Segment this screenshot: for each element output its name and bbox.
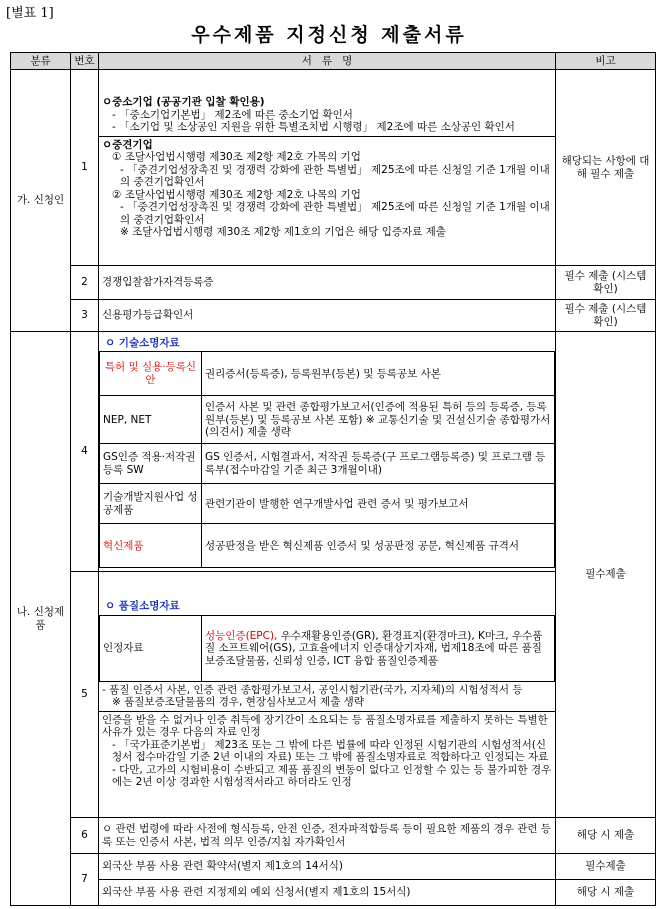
- remark-cell: 필수 제출 (시스템 확인): [556, 300, 656, 332]
- list-item: - 다만, 고가의 시험비용이 수반되고 제품 품질의 변동이 없다고 인정할 수 있는 등 불가피한 경우에는 2년 이상 경과한 시험성적서라고 하더라도 인정: [112, 763, 552, 789]
- category-applicant: 가. 신청인: [11, 70, 71, 332]
- header-number: 번호: [71, 53, 99, 70]
- table-row: [11, 70, 656, 266]
- alternative-proof: [99, 712, 555, 791]
- table-row: [11, 854, 656, 880]
- midsize-heading: ㅇ중견기업: [102, 138, 153, 151]
- document-title: 우수제품 지정신청 제출서류: [191, 24, 467, 46]
- list-item: - 「중견기업성장촉진 및 경쟁력 강화에 관한 특별법」 제25조에 따른 신청일 기준 1개월 이내의 중견기업확인서: [120, 163, 550, 189]
- item-desc: [202, 615, 555, 681]
- table-row: [11, 818, 656, 854]
- document-cell: 외국산 부품 사용 관련 확약서(별지 제1호의 14서식): [99, 854, 556, 880]
- list-item: ① 조달사업법시행령 제30조 제2항 제2호 가목의 기업: [112, 151, 361, 164]
- list-item: ※ 품질보증조달물품의 경우, 현장심사보고서 제출 생략: [112, 696, 364, 709]
- row-number: 7: [71, 854, 99, 906]
- document-cell: 신용평가등급확인서: [99, 300, 556, 332]
- row-number: 1: [71, 70, 99, 266]
- table-row: [100, 524, 555, 568]
- paragraph: 인증을 받을 수 없거나 인증 취득에 장기간이 소요되는 등 품질소명자료를 제출하지 못하는 특별한 사유가 있는 경우 다음의 자료 인정: [102, 713, 548, 739]
- document-cell: 경쟁입찰참가자격등록증: [99, 266, 556, 300]
- company-type-docs: [99, 70, 556, 266]
- table-row: [100, 352, 555, 396]
- row-number: 3: [71, 300, 99, 332]
- header-documents: 서 류 명: [99, 53, 556, 70]
- remark-cell: 필수제출: [556, 854, 656, 880]
- table-row: [11, 880, 656, 906]
- quality-proof-docs: [99, 572, 556, 818]
- item-name: GS인증 적용·저작권등록 SW: [100, 444, 202, 484]
- item-name: 인정자료: [100, 615, 202, 681]
- item-name: 기술개발지원사업 성공제품: [100, 484, 202, 524]
- header-category: 분류: [11, 53, 71, 70]
- list-item: - 품질 인증서 사본, 인증 관련 종합평가보고서, 공인시험기관(국가, 지자체)의 시험성적서 등: [102, 683, 523, 696]
- technical-proof-table: [99, 351, 555, 568]
- row-number: 6: [71, 818, 99, 854]
- table-tag: [별표 1]: [6, 6, 54, 21]
- cert-list: 우수재활용인증(GR), 환경표지(환경마크), K마크, 우수품질 소프트웨어(GS), 고효율에너지 인증대상기자재, 법제18조에 따른 품질보증조달물품, 신뢰성 인증, ICT 융합 품질인증제품: [205, 629, 543, 667]
- row-number: 4: [71, 332, 99, 572]
- quality-notes: [99, 682, 555, 712]
- sme-section: [99, 94, 555, 137]
- submission-documents-table: [10, 52, 656, 906]
- row-number: 2: [71, 266, 99, 300]
- item-desc: 성공판정을 받은 혁신제품 인증서 및 성공판정 공문, 혁신제품 규격서: [202, 524, 555, 568]
- item-name: NEP, NET: [100, 396, 202, 444]
- item-desc: 인증서 사본 및 관련 종합평가보고서(인증에 적용된 특허 등의 등록증, 등록원부(등본) 및 등록공보 사본 포함) ※ 교통신기술 및 건설신기술 종합평가서(의견서) 제출 생략: [202, 396, 555, 444]
- technical-proof-docs: [99, 332, 556, 572]
- quality-proof-table: [99, 615, 555, 682]
- list-item: - 「중소기업기본법」 제2조에 따른 중소기업 확인서: [112, 108, 353, 121]
- list-item: - 「소기업 및 소상공인 지원을 위한 특별조치법 시행령」 제2조에 따른 소상공인 확인서: [112, 121, 515, 134]
- item-desc: 관련기관이 발행한 연구개발사업 관련 증서 및 평가보고서: [202, 484, 555, 524]
- sme-heading: ㅇ중소기업 (공공기관 입찰 확인용): [102, 96, 265, 109]
- item-desc: GS 인증서, 시험결과서, 저작권 등록증(구 프로그램등록증) 및 프로그램 등록부(접수마감일 기준 최근 3개월이내): [202, 444, 555, 484]
- remark-cell: 필수제출: [556, 332, 656, 818]
- table-row: [11, 300, 656, 332]
- document-cell: 외국산 부품 사용 관련 지정제외 예외 신청서(별지 제1호의 15서식): [99, 880, 556, 906]
- list-item: - 「국가표준기본법」 제23조 또는 그 밖에 다른 법률에 따라 인정된 시험기관의 시험성적서(신청서 접수마감일 기준 2년 이내의 자료) 또는 그 밖에 품질소명자료로 적합하다고 인정되는 자료: [112, 738, 549, 764]
- list-item: ※ 조달사업법시행령 제30조 제2항 제1호의 기업은 해당 입증자료 제출: [120, 226, 446, 239]
- item-name: 특허 및 실용·등록신안: [100, 352, 202, 396]
- remark-cell: 해당 시 제출: [556, 880, 656, 906]
- remark-cell: 해당되는 사항에 대해 필수 제출: [556, 70, 656, 266]
- table-row: [100, 615, 555, 681]
- header-row: [11, 53, 656, 70]
- quality-proof-heading: ㅇ 품질소명자료: [105, 600, 180, 613]
- table-row: [100, 396, 555, 444]
- item-name: 혁신제품: [100, 524, 202, 568]
- remark-cell: 해당 시 제출: [556, 818, 656, 854]
- epc-highlight: 성능인증(EPC),: [205, 629, 278, 642]
- table-row: [100, 444, 555, 484]
- item-desc: 권리증서(등록증), 등록원부(등본) 및 등록공보 사본: [202, 352, 555, 396]
- header-remarks: 비고: [556, 53, 656, 70]
- table-row: [100, 484, 555, 524]
- table-row: [11, 266, 656, 300]
- list-item: - 「중견기업성장촉진 및 경쟁력 강화에 관한 특별법」 제25조에 따른 신청일 기준 1개월 이내의 중견기업확인서: [120, 201, 550, 226]
- remark-cell: 필수 제출 (시스템 확인): [556, 266, 656, 300]
- midsize-section: [99, 137, 555, 241]
- technical-proof-heading: ㅇ 기술소명자료: [105, 336, 180, 349]
- category-product: 나. 신청제품: [11, 332, 71, 906]
- row-number: 5: [71, 572, 99, 818]
- document-cell: ㅇ 관련 법령에 따라 사전에 형식등록, 안전 인증, 전자파적합등록 등이 필요한 제품의 경우 관련 등록 또는 인증서 사본, 법적 의무 인증/지침 자가확인서: [99, 818, 556, 854]
- list-item: ② 조달사업법시행령 제30조 제2항 제2호 나목의 기업: [112, 188, 361, 201]
- table-row: [11, 332, 656, 572]
